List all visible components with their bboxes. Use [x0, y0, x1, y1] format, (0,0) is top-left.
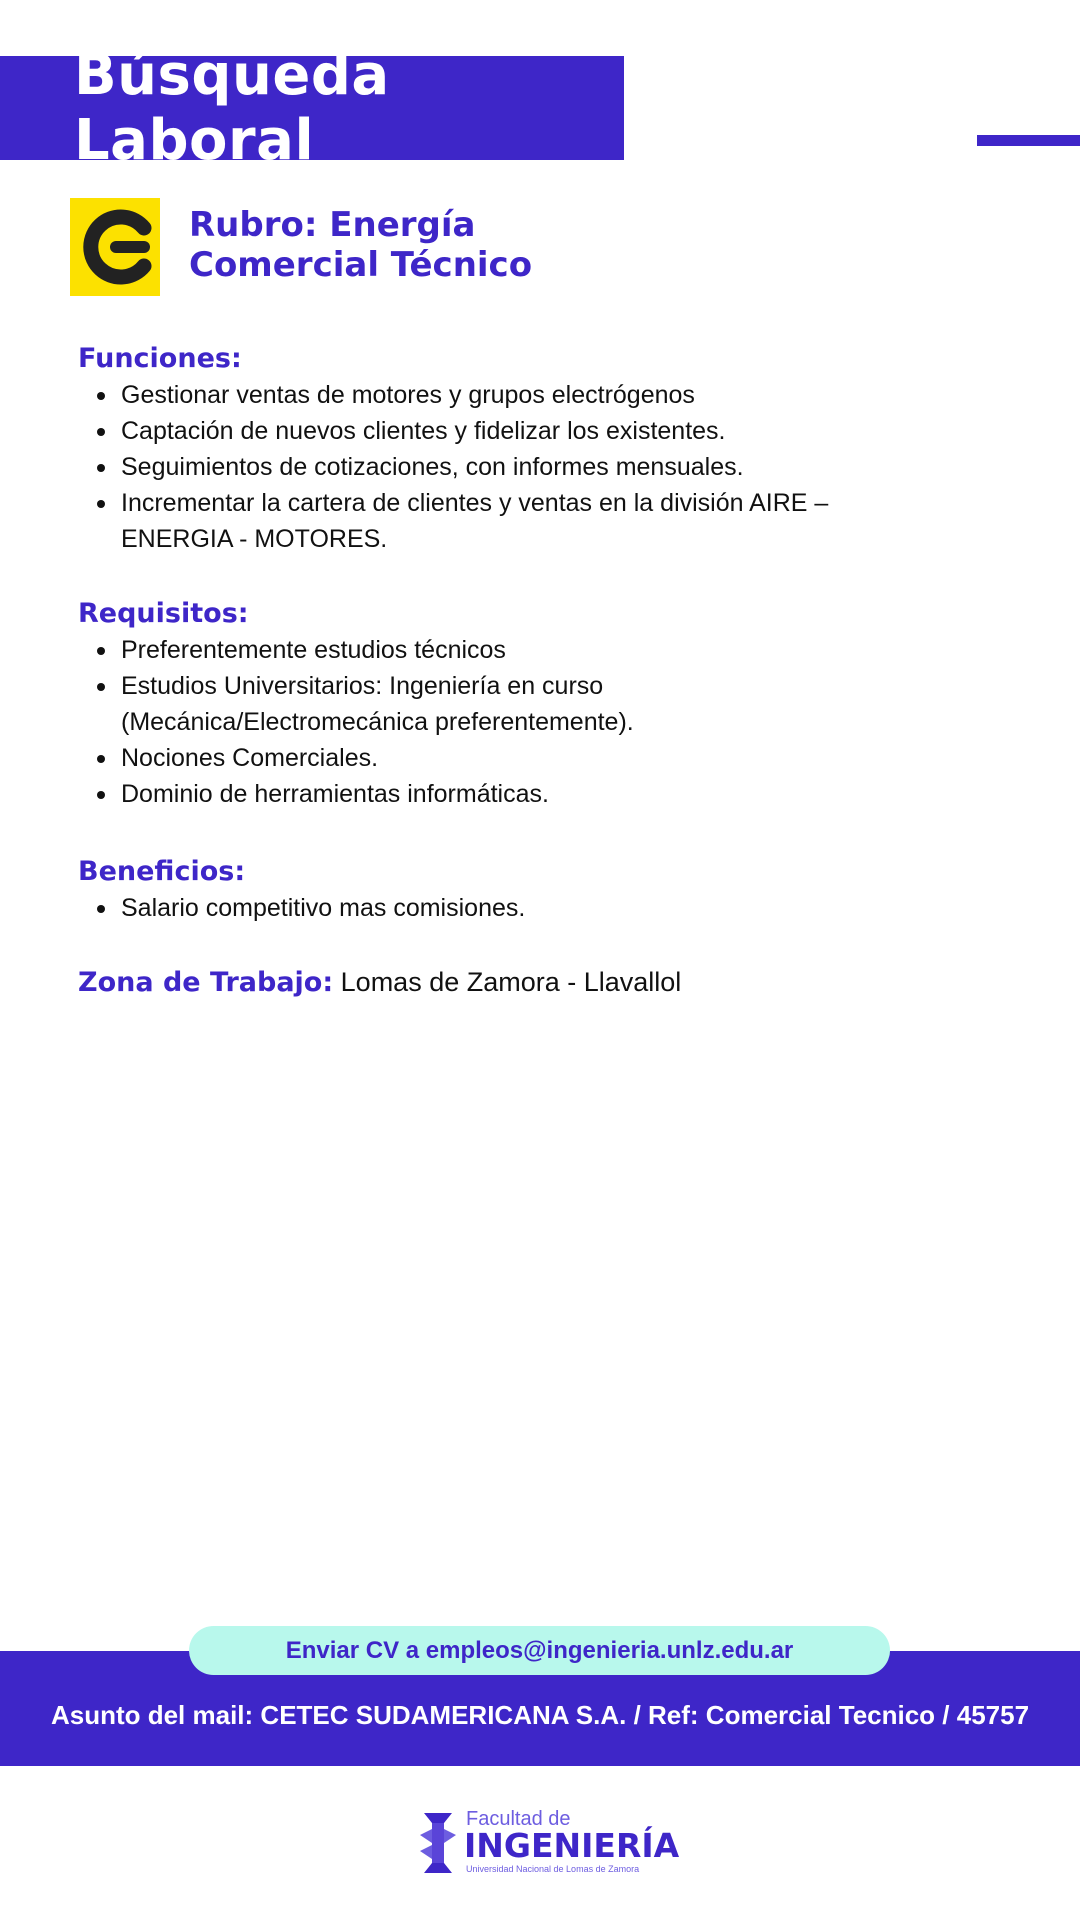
beneficios-title: Beneficios:: [78, 856, 246, 887]
list-item: Nociones Comerciales.: [78, 740, 978, 776]
requisitos-title: Requisitos:: [78, 598, 249, 629]
faculty-emblem-icon: [418, 1811, 458, 1875]
list-item: Dominio de herramientas informáticas.: [78, 776, 978, 812]
header-banner: [0, 43, 624, 173]
faculty-line2: INGENIERÍA: [464, 1826, 680, 1865]
work-zone-label: Zona de Trabajo:: [78, 967, 334, 998]
funciones-list: [78, 377, 978, 557]
email-cta-label: Enviar CV a empleos@ingenieria.unlz.edu.ar: [285, 1636, 794, 1664]
list-item: Preferentemente estudios técnicos: [78, 632, 978, 668]
faculty-line1: Facultad de: [466, 1808, 571, 1830]
work-zone-value: Lomas de Zamora - Llavallol: [333, 967, 682, 997]
list-item-continuation: (Mecánica/Electromecánica preferentemente).: [121, 708, 634, 736]
rubro-block: [189, 205, 532, 285]
requisitos-section: [78, 596, 978, 812]
funciones-section: [78, 341, 978, 557]
list-item: Captación de nuevos clientes y fidelizar los existentes.: [78, 413, 978, 449]
email-cta[interactable]: [189, 1626, 890, 1675]
list-item: Salario competitivo mas comisiones.: [78, 890, 978, 926]
cetec-logo-icon: [70, 198, 160, 296]
list-item: Incrementar la cartera de clientes y ventas en la división AIRE –: [78, 485, 978, 521]
rubro-line: Rubro: Energía: [189, 205, 476, 245]
faculty-line3: Universidad Nacional de Lomas de Zamora: [466, 1864, 640, 1874]
list-item-continuation: ENERGIA - MOTORES.: [121, 525, 388, 553]
faculty-logo: [418, 1808, 680, 1878]
mail-subject: Asunto del mail: CETEC SUDAMERICANA S.A. / Ref: Comercial Tecnico / 45757: [50, 1700, 1030, 1730]
beneficios-section: [78, 854, 978, 926]
work-zone: [78, 964, 681, 1001]
job-title: Comercial Técnico: [189, 245, 533, 285]
list-item: Seguimientos de cotizaciones, con informes mensuales.: [78, 449, 978, 485]
beneficios-list: [78, 890, 978, 926]
requisitos-list: [78, 632, 978, 812]
page-title: Búsqueda Laboral: [74, 43, 390, 173]
accent-bar: [977, 135, 1080, 146]
list-item: Gestionar ventas de motores y grupos electrógenos: [78, 377, 978, 413]
funciones-title: Funciones:: [78, 343, 242, 374]
list-item: Estudios Universitarios: Ingeniería en curso: [78, 668, 978, 704]
